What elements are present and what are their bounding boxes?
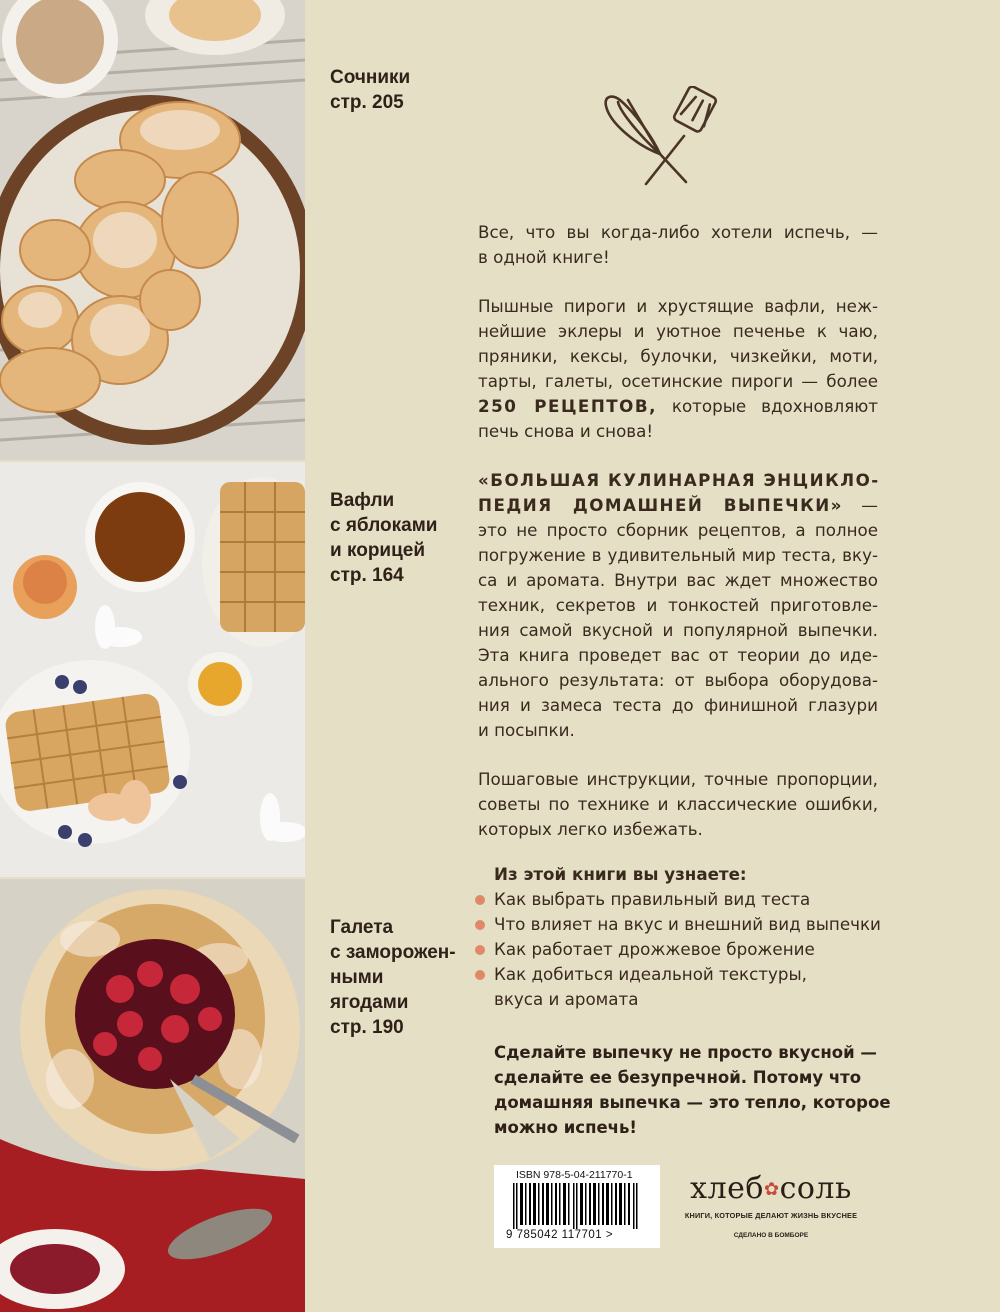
isbn-number: ISBN 978-5-04-211770-1 [516, 1169, 633, 1181]
wordmark-left: хлеб [690, 1171, 764, 1206]
caption-line: ными [330, 967, 384, 988]
publisher-wordmark [680, 1170, 862, 1209]
text-line: ального результата: от выбора оборудова- [478, 670, 878, 690]
list-item [472, 887, 892, 912]
encyclopedia-paragraph [478, 468, 878, 743]
caption-line: Галета [330, 917, 394, 938]
text-line: тарты, галеты, осетинские пироги — более [478, 371, 878, 391]
text-line: сделайте ее безупречной. Потому что [494, 1068, 862, 1087]
photo-galette [0, 879, 305, 1312]
publisher-tagline: КНИГИ, КОТОРЫЕ ДЕЛАЮТ ЖИЗНЬ ВКУСНЕЕ [684, 1211, 858, 1220]
list-item-text: Как выбрать правильный вид теста [494, 889, 811, 909]
text-fragment: которые вдохновляют [656, 396, 879, 416]
caption-line: Вафли [330, 490, 395, 511]
caption-line: Сочники [330, 67, 411, 88]
barcode-digits: 9 785042 117701 > [506, 1229, 614, 1241]
list-item-continuation: вкуса и аромата [494, 989, 639, 1009]
text-line: са и аромата. Внутри вас ждет множество [478, 570, 878, 590]
learn-heading: Из этой книги вы узнаете: [494, 864, 747, 884]
text-line: Все, что вы когда-либо хотели испечь, — [478, 222, 878, 242]
caption-line: ягодами [330, 992, 409, 1013]
caption-page: стр. 205 [330, 92, 404, 113]
list-item [472, 912, 892, 937]
list-item [472, 937, 892, 962]
text-line: техник, секретов и тонкостей приготовле- [478, 595, 878, 615]
text-line: печь снова и снова! [478, 421, 654, 441]
barcode-bars-icon [513, 1183, 641, 1229]
intro-text [478, 220, 878, 270]
text-line: пряники, кексы, булочки, чизкейки, моти, [478, 346, 878, 366]
caption-sochniki [330, 65, 410, 115]
text-line: и посыпки. [478, 720, 575, 740]
caption-line: с яблоками [330, 515, 438, 536]
list-item-text: Что влияет на вкус и внешний вид выпечки [494, 914, 881, 934]
text-line: домашняя выпечка — это тепло, которое [494, 1093, 891, 1112]
whisk-spatula-icon [598, 86, 728, 188]
learn-list [472, 862, 892, 1012]
publisher-logo [680, 1170, 862, 1239]
text-line: нейшие эклеры и уютное печенье к чаю, [478, 321, 878, 341]
caption-line: и корицей [330, 540, 426, 561]
caption-page: стр. 190 [330, 1017, 404, 1038]
barcode [494, 1165, 660, 1248]
instructions-paragraph [478, 767, 878, 842]
text-fragment: — [842, 495, 878, 515]
list-item [472, 962, 892, 987]
text-line: можно испечь! [494, 1118, 637, 1137]
caption-page: стр. 164 [330, 565, 404, 586]
caption-waffles [330, 488, 437, 588]
photo-sochniki [0, 0, 305, 460]
caption-line: с заморожен- [330, 942, 456, 963]
photo-column [0, 0, 305, 1312]
text-line: ния самой вкусной и популярной выпечки. [478, 620, 878, 640]
recipes-paragraph [478, 294, 878, 444]
bullet-icon [475, 945, 485, 955]
text-line: это не просто сборник рецептов, а полное [478, 520, 878, 540]
book-title-line: «БОЛЬШАЯ КУЛИНАРНАЯ ЭНЦИКЛО- [478, 470, 880, 490]
bullet-icon [475, 970, 485, 980]
photo-waffles [0, 462, 305, 877]
caption-galette [330, 915, 456, 1040]
bullet-icon [475, 920, 485, 930]
list-item-text: Как работает дрожжевое брожение [494, 939, 815, 959]
text-line [478, 493, 878, 518]
list-item-text: Как добиться идеальной текстуры, [494, 964, 807, 984]
closing-text [494, 1040, 894, 1140]
text-line: советы по технике и классические ошибки, [478, 794, 878, 814]
publisher-made-in: СДЕЛАНО В БОМБОРЕ [733, 1232, 809, 1239]
text-line: Пошаговые инструкции, точные пропорции, [478, 769, 878, 789]
recipes-count: 250 РЕЦЕПТОВ, [478, 396, 657, 416]
bullet-icon [475, 895, 485, 905]
book-title-line: ПЕДИЯ ДОМАШНЕЙ ВЫПЕЧКИ» [478, 495, 843, 515]
text-line: ния и замеса теста до финишной глазури [478, 695, 878, 715]
text-line: Сделайте выпечку не просто вкусной — [494, 1043, 877, 1062]
text-line: погружение в удивительный мир теста, вку- [478, 545, 878, 565]
wordmark-right: соль [779, 1171, 852, 1206]
text-line: Пышные пироги и хрустящие вафли, неж- [478, 296, 878, 316]
flower-icon: ✿ [763, 1179, 780, 1200]
text-line: Эта книга проведет вас от теории до иде- [478, 645, 878, 665]
text-line [478, 394, 878, 419]
text-line: которых легко избежать. [478, 819, 703, 839]
text-line: в одной книге! [478, 247, 610, 267]
